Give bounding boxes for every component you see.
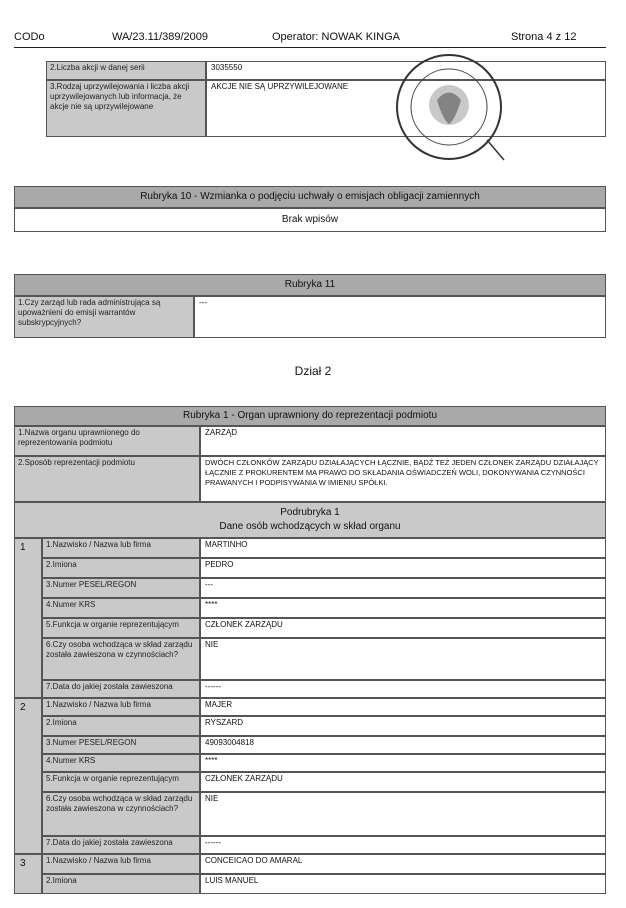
- person-2-value-6: NIE: [200, 792, 606, 836]
- organ-name-value: ZARZĄD: [200, 426, 606, 456]
- repr-method-value: DWÓCH CZŁONKÓW ZARZĄDU DZIAŁAJĄCYCH ŁĄCZNIE, BĄDŹ TEŻ JEDEN CZŁONEK ZARZĄDU DZIAŁAJĄCY ŁĄCZNIE Z PROKURENTEM MA PRAWO DO SKŁADANIA OŚWIADCZEŃ WOLI, DOKONYWANIA CZYNNOŚCI PRAWANYCH I PODPISYWANIA W IMIENIU SPÓŁKI.: [200, 456, 606, 502]
- person-1-label-4: 4.Numer KRS: [42, 598, 200, 618]
- person-2-label-5: 5.Funkcja w organie reprezentującym: [42, 772, 200, 792]
- person-1-label-7: 7.Data do jakiej została zawieszona: [42, 680, 200, 698]
- page-header: [14, 28, 606, 48]
- repr-method-label: 2.Sposób reprezentacji podmiotu: [14, 456, 200, 502]
- person-1-label-6: 6.Czy osoba wchodząca w skład zarządu została zawieszona w czynnościach?: [42, 638, 200, 680]
- top-label-1: 2.Liczba akcji w danej serii: [46, 61, 206, 80]
- person-2-label-1: 1.Nazwisko / Nazwa lub firma: [42, 698, 200, 716]
- person-2-label-7: 7.Data do jakiej została zawieszona: [42, 836, 200, 854]
- header-codo: CODo: [14, 31, 45, 43]
- top-value-2: AKCJE NIE SĄ UPRZYWILEJOWANE: [206, 80, 606, 137]
- person-1-value-4: ****: [200, 598, 606, 618]
- person-2-number: 2: [14, 698, 42, 854]
- podrubryka-title: Podrubryka 1: [280, 507, 340, 518]
- person-2-label-2: 2.Imiona: [42, 716, 200, 736]
- person-1-value-6: NIE: [200, 638, 606, 680]
- rubryka10-value: Brak wpisów: [14, 208, 606, 232]
- person-1-value-5: CZŁONEK ZARZĄDU: [200, 618, 606, 638]
- person-1-number: 1: [14, 538, 42, 698]
- person-2-label-6: 6.Czy osoba wchodząca w skład zarządu została zawieszona w czynnościach?: [42, 792, 200, 836]
- person-1-label-2: 2.Imiona: [42, 558, 200, 578]
- person-3-value-2: LUIS MANUEL: [200, 874, 606, 894]
- header-page: Strona 4 z 12: [511, 31, 577, 43]
- person-2-label-3: 3.Numer PESEL/REGON: [42, 736, 200, 754]
- person-1-value-3: ---: [200, 578, 606, 598]
- official-seal-stamp: [392, 50, 507, 165]
- person-2-value-2: RYSZARD: [200, 716, 606, 736]
- person-2-label-4: 4.Numer KRS: [42, 754, 200, 772]
- person-3-value-1: CONCEICAO DO AMARAL: [200, 854, 606, 874]
- person-1-value-7: ------: [200, 680, 606, 698]
- person-3-number: 3: [14, 854, 42, 894]
- person-2-value-3: 49093004818: [200, 736, 606, 754]
- top-label-2: 3.Rodzaj uprzywilejowania i liczba akcji uprzywilejowanych lub informacja, że akcje nie są uprzywilejowane: [46, 80, 206, 137]
- person-1-value-1: MARTINHO: [200, 538, 606, 558]
- podrubryka-subtitle: Dane osób wchodzących w skład organu: [219, 521, 401, 532]
- person-3-label-2: 2.Imiona: [42, 874, 200, 894]
- person-1-label-1: 1.Nazwisko / Nazwa lub firma: [42, 538, 200, 558]
- header-ref: WA/23.11/389/2009: [112, 31, 209, 43]
- rubryka1-title: Rubryka 1 - Organ uprawniony do reprezentacji podmiotu: [14, 406, 606, 426]
- person-3-label-1: 1.Nazwisko / Nazwa lub firma: [42, 854, 200, 874]
- podrubryka-header: [14, 502, 606, 538]
- person-1-label-3: 3.Numer PESEL/REGON: [42, 578, 200, 598]
- person-2-value-7: ------: [200, 836, 606, 854]
- rubryka11-value: ---: [194, 296, 606, 338]
- person-1-label-5: 5.Funkcja w organie reprezentującym: [42, 618, 200, 638]
- person-1-value-2: PEDRO: [200, 558, 606, 578]
- rubryka11-title: Rubryka 11: [14, 274, 606, 296]
- top-value-1: 3035550: [206, 61, 606, 80]
- person-2-value-1: MAJER: [200, 698, 606, 716]
- organ-name-label: 1.Nazwa organu uprawnionego do reprezentowania podmiotu: [14, 426, 200, 456]
- dzial-title: Dział 2: [294, 364, 332, 378]
- person-2-value-5: CZŁONEK ZARZĄDU: [200, 772, 606, 792]
- rubryka10-title: Rubryka 10 - Wzmianka o podjęciu uchwały o emisjach obligacji zamiennych: [14, 186, 606, 208]
- header-operator: Operator: NOWAK KINGA: [272, 31, 400, 43]
- person-2-value-4: ****: [200, 754, 606, 772]
- rubryka11-label: 1.Czy zarząd lub rada administrująca są upoważnieni do emisji warrantów subskrypcyjnych?: [14, 296, 194, 338]
